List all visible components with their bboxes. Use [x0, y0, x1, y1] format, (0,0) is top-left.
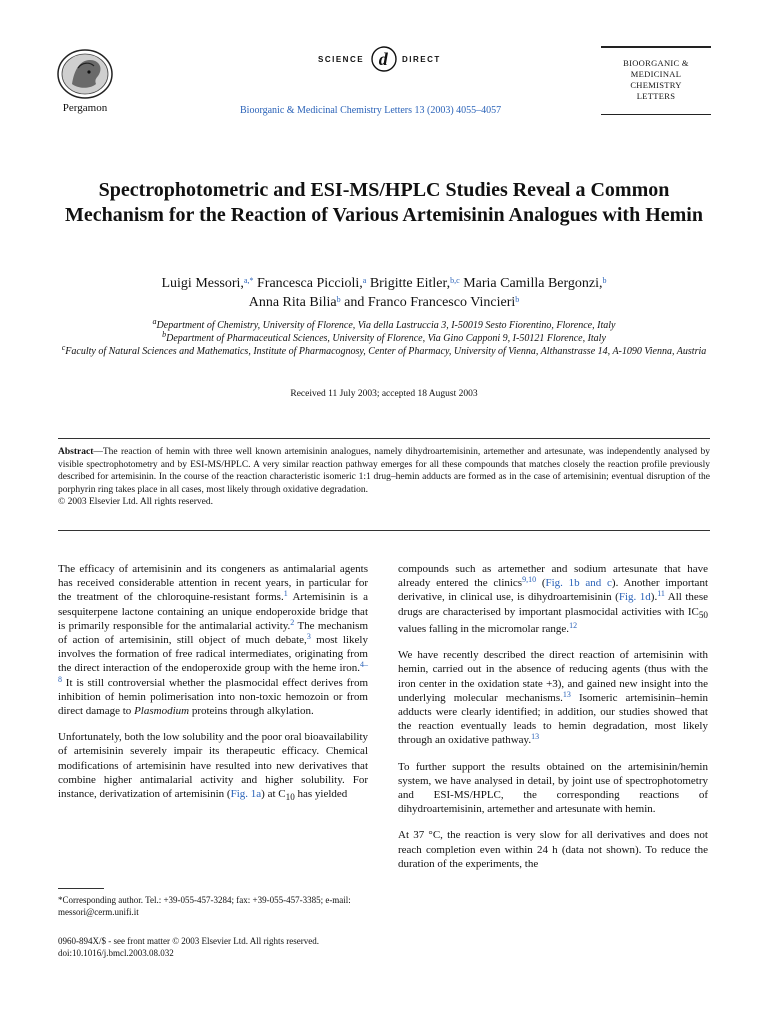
- publisher-name: Pergamon: [62, 102, 108, 114]
- body-paragraph: At 37 °C, the reaction is very slow for all derivatives and does not reach completion even within 24 h (data not shown). To reduce the duration of the experiments, the: [398, 829, 708, 870]
- copyright-line: 0960-894X/$ - see front matter © 2003 Elsevier Ltd. All rights reserved.: [58, 936, 320, 946]
- journal-box-line: BIOORGANIC &: [623, 58, 689, 68]
- abstract: [58, 446, 710, 509]
- body-paragraph: The efficacy of artemisinin and its congeners as antimalarial agents has received considerable attention in recent years, in particular for the treatment of the chloroquine-resistant forms.$^1$ Artemisinin is a sesquiterpene lactone containing an unique endoperoxide bridge that is primarily responsible for the antimalarial activity.$^2$ The mechanism of action of artemisinin, still object of much debate,$^3$ most likely involves the formation of free radical intermediates, originating from the direct interaction of the endoperoxide group with the heme iron.$^{4-8}$ It is still controversial whether the plasmocidal effect derives from inhibition of hemin polimerisation into non-toxic hemozoin or from direct damage to Plasmodium proteins through alkylation.: [58, 563, 368, 718]
- sciencedirect-logo: [318, 44, 468, 74]
- affiliation-line: [60, 332, 708, 345]
- journal-box-line: MEDICINAL: [630, 69, 682, 79]
- abstract-copyright: © 2003 Elsevier Ltd. All rights reserved.: [58, 497, 213, 507]
- affiliation-text: Faculty of Natural Sciences and Mathematics, Institute of Pharmacognosy, Center of Pharmacy, University of Vienna, Althanstrasse 14, A-1090 Vienna, Austria: [65, 346, 707, 357]
- citation-link[interactable]: 12: [569, 621, 578, 630]
- author-name: and Franco Francesco Vincieri: [344, 295, 516, 310]
- affiliation-mark: c: [61, 343, 66, 352]
- citation-link[interactable]: 13: [562, 689, 571, 699]
- abstract-label: Abstract: [58, 447, 94, 457]
- affiliations: [60, 319, 708, 358]
- abstract-text: —The reaction of hemin with three well known artemisinin analogues, namely dihydroartemisinin, artemether and artesunate, was independently analysed by visible spectrophotometry and by ESI-MS/HPLC. A very similar reaction pathway emerges for all these compounds that matches closely the reaction profile previously described for artemisinin. In the course of the reaction characteristic isomeric 1:1 drug–hemin adducts are formed as in the case of artemisinin; eventual disruption of the porphyrin ring takes place in all cases, most likely through oxidative degradation.: [58, 447, 710, 495]
- author-name: Maria Camilla Bergonzi,: [463, 276, 603, 291]
- affiliation-line: [60, 319, 708, 332]
- received-dates: Received 11 July 2003; accepted 18 August 2003: [290, 389, 478, 399]
- publisher-logo: [56, 48, 114, 100]
- author-affiliation-mark[interactable]: b: [602, 276, 607, 285]
- author-name: Anna Rita Bilia: [248, 295, 337, 310]
- citation-link[interactable]: 11: [657, 589, 665, 599]
- citation-link[interactable]: 4–8: [58, 660, 368, 684]
- paper-title: Spectrophotometric and ESI-MS/HPLC Studies Reveal a Common Mechanism for the Reaction of Various Artemisinin Analogues with Hemin: [65, 179, 703, 226]
- journal-box-line: CHEMISTRY: [630, 80, 682, 90]
- species-name: Plasmodium: [134, 705, 190, 718]
- body-column-left: [58, 562, 368, 816]
- figure-link[interactable]: Fig. 1a: [230, 788, 262, 801]
- body-paragraph: compounds such as artemether and sodium artesunate that have already entered the clinics$^{9,10}$ (Fig. 1b and c). Another important derivative, in clinical use, is dihydroartemisinin (Fig. 1d).$^{11}$ All these drugs are characterised by important plasmocidal activities with $IC_{50}$ values falling in the micromolar range.$^{12}$: [398, 563, 708, 635]
- body-paragraph: To further support the results obtained on the artemisinin/hemin system, we have analysed in detail, by joint use of spectrophotometry and ESI-MS/HPLC, the corresponding reactions of dihydroartemisinin, artemether and artesunate with hemin.: [398, 760, 708, 816]
- author-name: Luigi Messori,: [161, 276, 244, 291]
- citation-link[interactable]: 13: [531, 732, 540, 742]
- author-list: [60, 274, 708, 312]
- body-paragraph: Unfortunately, both the low solubility and the poor oral bioavailability of artemisinin severely impair its therapeutic efficacy. Chemical modifications of artemisinin have resulted into new derivatives that combine higher antimalarial activity and higher solubility. For instance, derivatization of artemisinin (Fig. 1a) at $C_{10}$ has yielded: [58, 731, 368, 803]
- author-name: Brigitte Eitler,: [369, 276, 451, 291]
- abstract-bottom-rule: [58, 530, 710, 531]
- sciencedirect-d-icon: [370, 44, 398, 74]
- svg-text:d: d: [378, 49, 390, 69]
- citation-link[interactable]: 3: [306, 632, 311, 642]
- author-affiliation-mark[interactable]: a,*: [243, 276, 254, 285]
- citation-link[interactable]: 1: [283, 589, 288, 599]
- citation-link[interactable]: 2: [290, 617, 295, 627]
- affiliation-mark: a: [152, 317, 157, 326]
- affiliation-mark: b: [162, 330, 167, 339]
- body-paragraph: We have recently described the direct reaction of artemisinin with hemin, carried out in the absence of reducing agents (thus with the iron center in the oxidation state +3), and gained new insight into the underlying molecular mechanisms.$^{13}$ Isomeric artemisinin–hemin adducts were clearly identified; in addition, our studies showed that the reaction eventually leads to hemin degradation, most likely through an oxidative pathway.$^{13}$: [398, 649, 709, 747]
- sciencedirect-logo-left: SCIENCE: [318, 55, 365, 64]
- figure-link[interactable]: Fig. 1b and c: [545, 577, 612, 590]
- affiliation-line: [60, 345, 708, 358]
- author-name: Francesca Piccioli,: [257, 276, 363, 291]
- author-affiliation-mark[interactable]: b: [336, 295, 341, 304]
- journal-reference: Bioorganic & Medicinal Chemistry Letters 13 (2003) 4055–4057: [240, 105, 502, 116]
- corresponding-author-footnote: *Corresponding author. Tel.: +39-055-457-3284; fax: +39-055-457-3385; e-mail: messori@cerm.unifi.it: [58, 895, 351, 917]
- doi[interactable]: doi:10.1016/j.bmcl.2003.08.032: [58, 947, 174, 958]
- author-affiliation-mark[interactable]: a: [362, 276, 367, 285]
- figure-link[interactable]: Fig. 1d: [618, 591, 651, 604]
- citation-link[interactable]: 9,10: [522, 575, 537, 585]
- copyright-info: [58, 936, 398, 959]
- affiliation-text: Department of Chemistry, University of Florence, Via della Lastruccia 3, I-50019 Sesto Fiorentino, Florence, Italy: [156, 320, 616, 331]
- author-affiliation-mark[interactable]: b,c: [450, 276, 460, 285]
- body-column-right: [398, 562, 708, 883]
- sciencedirect-logo-right: DIRECT: [402, 55, 441, 64]
- abstract-top-rule: [58, 438, 710, 439]
- author-affiliation-mark[interactable]: b: [515, 295, 520, 304]
- affiliation-text: Department of Pharmaceutical Sciences, University of Florence, Via Gino Capponi 9, I-50121 Florence, Italy: [166, 333, 606, 344]
- footnote-rule: [58, 888, 104, 889]
- journal-box-line: LETTERS: [636, 91, 676, 101]
- journal-title-box: [601, 46, 711, 115]
